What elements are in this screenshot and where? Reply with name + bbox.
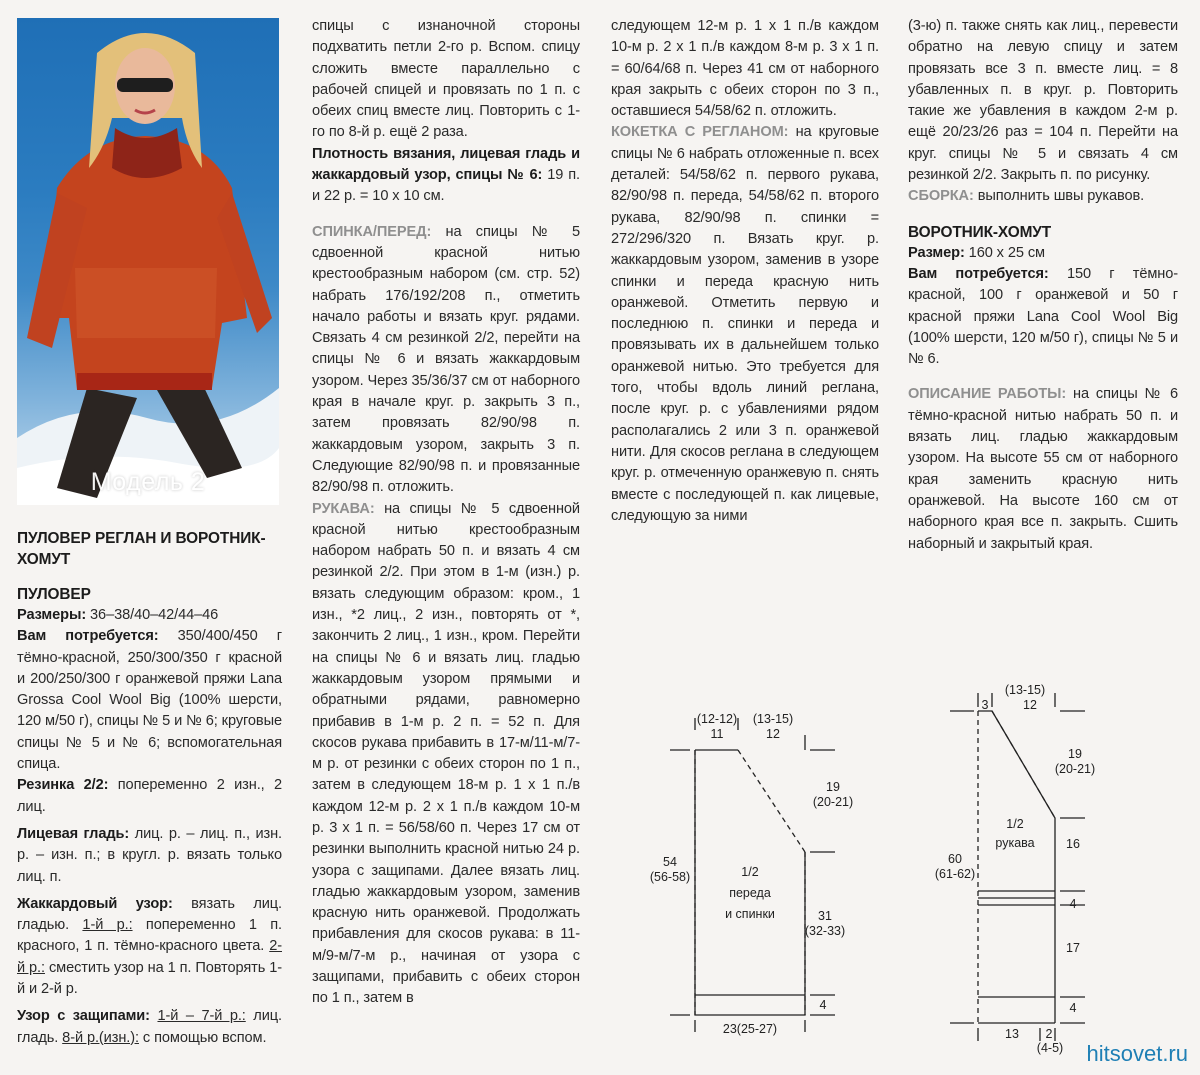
collar-title: ВОРОТНИК-ХОМУТ [908, 223, 1052, 241]
model-illustration [17, 18, 279, 505]
dim-bottom-2: 2 [1045, 1027, 1053, 1041]
column-1 [17, 528, 282, 1049]
column-4 [908, 16, 1178, 555]
schematic-front-back [640, 700, 880, 1050]
dim-seg-4b: 4 [1069, 1001, 1077, 1015]
dim-raglan-a: 19 [826, 780, 840, 794]
materials: Вам потребуется: 350/400/450 г тёмно-красной, 250/300/350 г красной и 200/250/300 г оранжевой пряжи Lana Grossa Cool Wool Big (100% шерсти, 120 м/50 г), спицы № 5 и № 6; круговые спицы № 5 и № 6; вспомогательная спица. [17, 628, 282, 773]
dim-shoulder-a: (13-15) [752, 712, 794, 726]
dim-seg-16: 16 [1066, 837, 1080, 851]
piece-label-2: переда [729, 886, 771, 900]
dim-bottom-13: 13 [1005, 1027, 1019, 1041]
gauge: Плотность вязания, лицевая гладь и жаккардовый узор, спицы № 6: 19 п. и 22 р. = 10 х 10 см. [312, 145, 581, 205]
model-photo [17, 18, 279, 505]
dim-raglan-b: (20-21) [812, 795, 854, 809]
column-2 [312, 16, 580, 1010]
dim-height-b: (56-58) [649, 870, 691, 884]
watermark: hitsovet.ru [1086, 1041, 1188, 1066]
schematic-sleeve [930, 683, 1100, 1063]
yoke-section: КОКЕТКА С РЕГЛАНОМ: на круговые спицы № 6 набрать отложенные п. всех деталей: 54/58/62 п. первого рукава, 82/90/98 п. переда, 54/58/62 п. второго рукава, 82/90/98 п. спинки = 272/296/320 п. Вязать круг. р. жаккардовым узором, заменив в узоре спинки и переда красную нить оранжевой. Отметить первую и последнюю п. спинки и переда и провязывать их в дальнейшем только оранжевой нитью. Это требуется для того, чтобы вдоль линий реглана, после круг. р. с убавлениями рядом располагались 2 или 3 п. оранжевой нити. Для скосов реглана в следующем круг. р. отмеченную оранжевую п. снять вместе с последующей п. как лицевые, следующую за ними [611, 124, 879, 524]
sizes: Размеры: 36–38/40–42/44–46 [17, 607, 219, 623]
dim-seg-17: 17 [1066, 941, 1080, 955]
back-front-section: СПИНКА/ПЕРЕД: на спицы № 5 сдвоенной красной нитью крестообразным набором (см. стр. 52) набрать 176/192/208 п., отметить начало работы и вязать круг. рядами. Связать 4 см резинкой 2/2, перейти на спицы № 6 и вязать жаккардовым узором. Через 35/36/37 см от наборного края в начале круг. р. закрыть 3 п., затем провязать 82/90/98 п. жаккардовым узором, закрыть 3 п. Следующие 82/90/98 п. и провязанные 82/90/98 п. отложить. [312, 223, 580, 496]
dim-seg-4a: 4 [1069, 897, 1077, 911]
sleeve-label-1: 1/2 [1006, 817, 1024, 831]
assembly-section: СБОРКА: выполнить швы рукавов. [908, 188, 1145, 205]
dim-sleeve-raglan-a: 19 [1068, 747, 1082, 761]
dim-side-a: 31 [818, 909, 832, 923]
dim-top-a: (13-15) [1004, 683, 1046, 697]
yoke-continuation: (3-ю) п. также снять как лиц., перевести обратно на левую спицу и затем провязать все 3 п. вместе лиц. = 8 убавленных п. в круг. р. Повторить такие же убавления в каждом 2-м р. ещё 20/23/26 раз = 104 п. Перейти на круг. спицы № 5 и связать 4 см резинкой 2/2. Закрыть п. по рисунку. [908, 18, 1178, 184]
tuck-pattern: Узор с защипами: 1-й – 7-й р.: лиц. гладь. 8-й р.(изн.): с помощью вспом. [17, 1008, 282, 1046]
collar-size: Размер: 160 х 25 см [908, 244, 1045, 261]
dim-sleeve-height-a: 60 [948, 852, 962, 866]
section-pullover: ПУЛОВЕР [17, 586, 91, 603]
sleeves-section: РУКАВА: на спицы № 5 сдвоенной красной нитью крестообразным набором набрать 50 п. и вязать 4 см резинкой 2/2. При этом в 1-м (изн.) р. вязать следующим образом: кром., 1 изн., *2 лиц., 2 изн., повторять от *, закончить 2 лиц., 1 изн., кром. Перейти на спицы № 6 и вязать лиц. гладью жаккардовым узором прямыми и обратными рядами, равномерно прибавив в 1-м р. 2 п. = 52 п. Для скосов рукава прибавить в 17-м/11-м/7-м р. от резинки с обеих сторон по 1 п., затем в следующем 18-м р. 1 х 1 п./в каждом 12-м р. 2 х 1 п./в каждом 10-м р. 3 х 1 п. = 56/58/60 п. Через 17 см от резинки выполнить красной нитью 24 р. узора с защипами. Далее вязать лиц. гладью жаккардовым узором, заменив красную нить оранжевой. Продолжать прибавления для скосов рукава: в 11-м/9-м/7-м р., начиная от узора с защипами, прибавить с обеих сторон по 1 п., затем в [312, 500, 580, 1007]
dim-shoulder-b: 12 [766, 727, 780, 741]
sleeve-label-2: рукава [995, 836, 1035, 850]
dim-top-b: 12 [1023, 698, 1037, 712]
collar-description: ОПИСАНИЕ РАБОТЫ: на спицы № 6 тёмно-красной нитью набрать 50 п. и вязать лиц. гладью жаккардовым узором. На высоте 55 см от наборного края заменить красную нить оранжевой. На высоте 160 см от наборного края все п. закрыть. Сшить наборный и закрытый края. [908, 386, 1178, 552]
stockinette-pattern: Лицевая гладь: лиц. р. – лиц. п., изн. р. – изн. п.; в кругл. р. вязать только лиц. п. [17, 825, 282, 885]
dim-bottom-4-5: (4-5) [1036, 1041, 1064, 1055]
dim-rib: 4 [819, 998, 827, 1012]
dim-height-a: 54 [663, 855, 677, 869]
photo-caption: Модель 2 [90, 468, 206, 496]
tuck-continuation: спицы с изнаночной стороны подхватить петли 2-го р. Вспом. спицу сложить вместе параллельно с рабочей спицей и провязать по 1 п. с обеих спиц вместе лиц. Повторить с 1-го по 8-й р. ещё 2 раза. [312, 18, 580, 141]
sleeves-continuation: следующем 12-м р. 1 х 1 п./в каждом 10-м р. 2 х 1 п./в каждом 8-м р. 3 х 1 п. = 60/64/68 п. Через 41 см от наборного края закрыть с обеих сторон по 3 п., оставшиеся 54/58/62 п. отложить. [611, 18, 879, 120]
dim-top-left: 3 [981, 698, 989, 712]
rib-pattern: Резинка 2/2: попеременно 2 изн., 2 лиц. [17, 777, 282, 815]
dim-side-b: (32-33) [804, 924, 846, 938]
dim-sleeve-height-b: (61-62) [934, 867, 976, 881]
piece-label-1: 1/2 [741, 865, 759, 879]
column-3 [611, 16, 879, 527]
collar-materials: Вам потребуется: 150 г тёмно-красной, 100 г оранжевой и 50 г красной пряжи Lana Cool Wool Big (100% шерсти, 120 м/50 г), спицы № 5 и № 6. [908, 265, 1179, 368]
dim-neck-a: (12-12) [696, 712, 738, 726]
piece-label-3: и спинки [725, 907, 775, 921]
article-title: ПУЛОВЕР РЕГЛАН И ВОРОТНИК- ХОМУТ [17, 530, 266, 568]
dim-sleeve-raglan-b: (20-21) [1054, 762, 1096, 776]
jacquard-pattern: Жаккардовый узор: вязать лиц. гладью. 1-й р.: попеременно 1 п. красного, 1 п. тёмно-красного цвета. 2-й р.: сместить узор на 1 п. Повторять 1-й и 2-й р. [17, 895, 282, 998]
dim-neck-b: 11 [710, 727, 724, 741]
dim-width: 23(25-27) [722, 1022, 778, 1036]
